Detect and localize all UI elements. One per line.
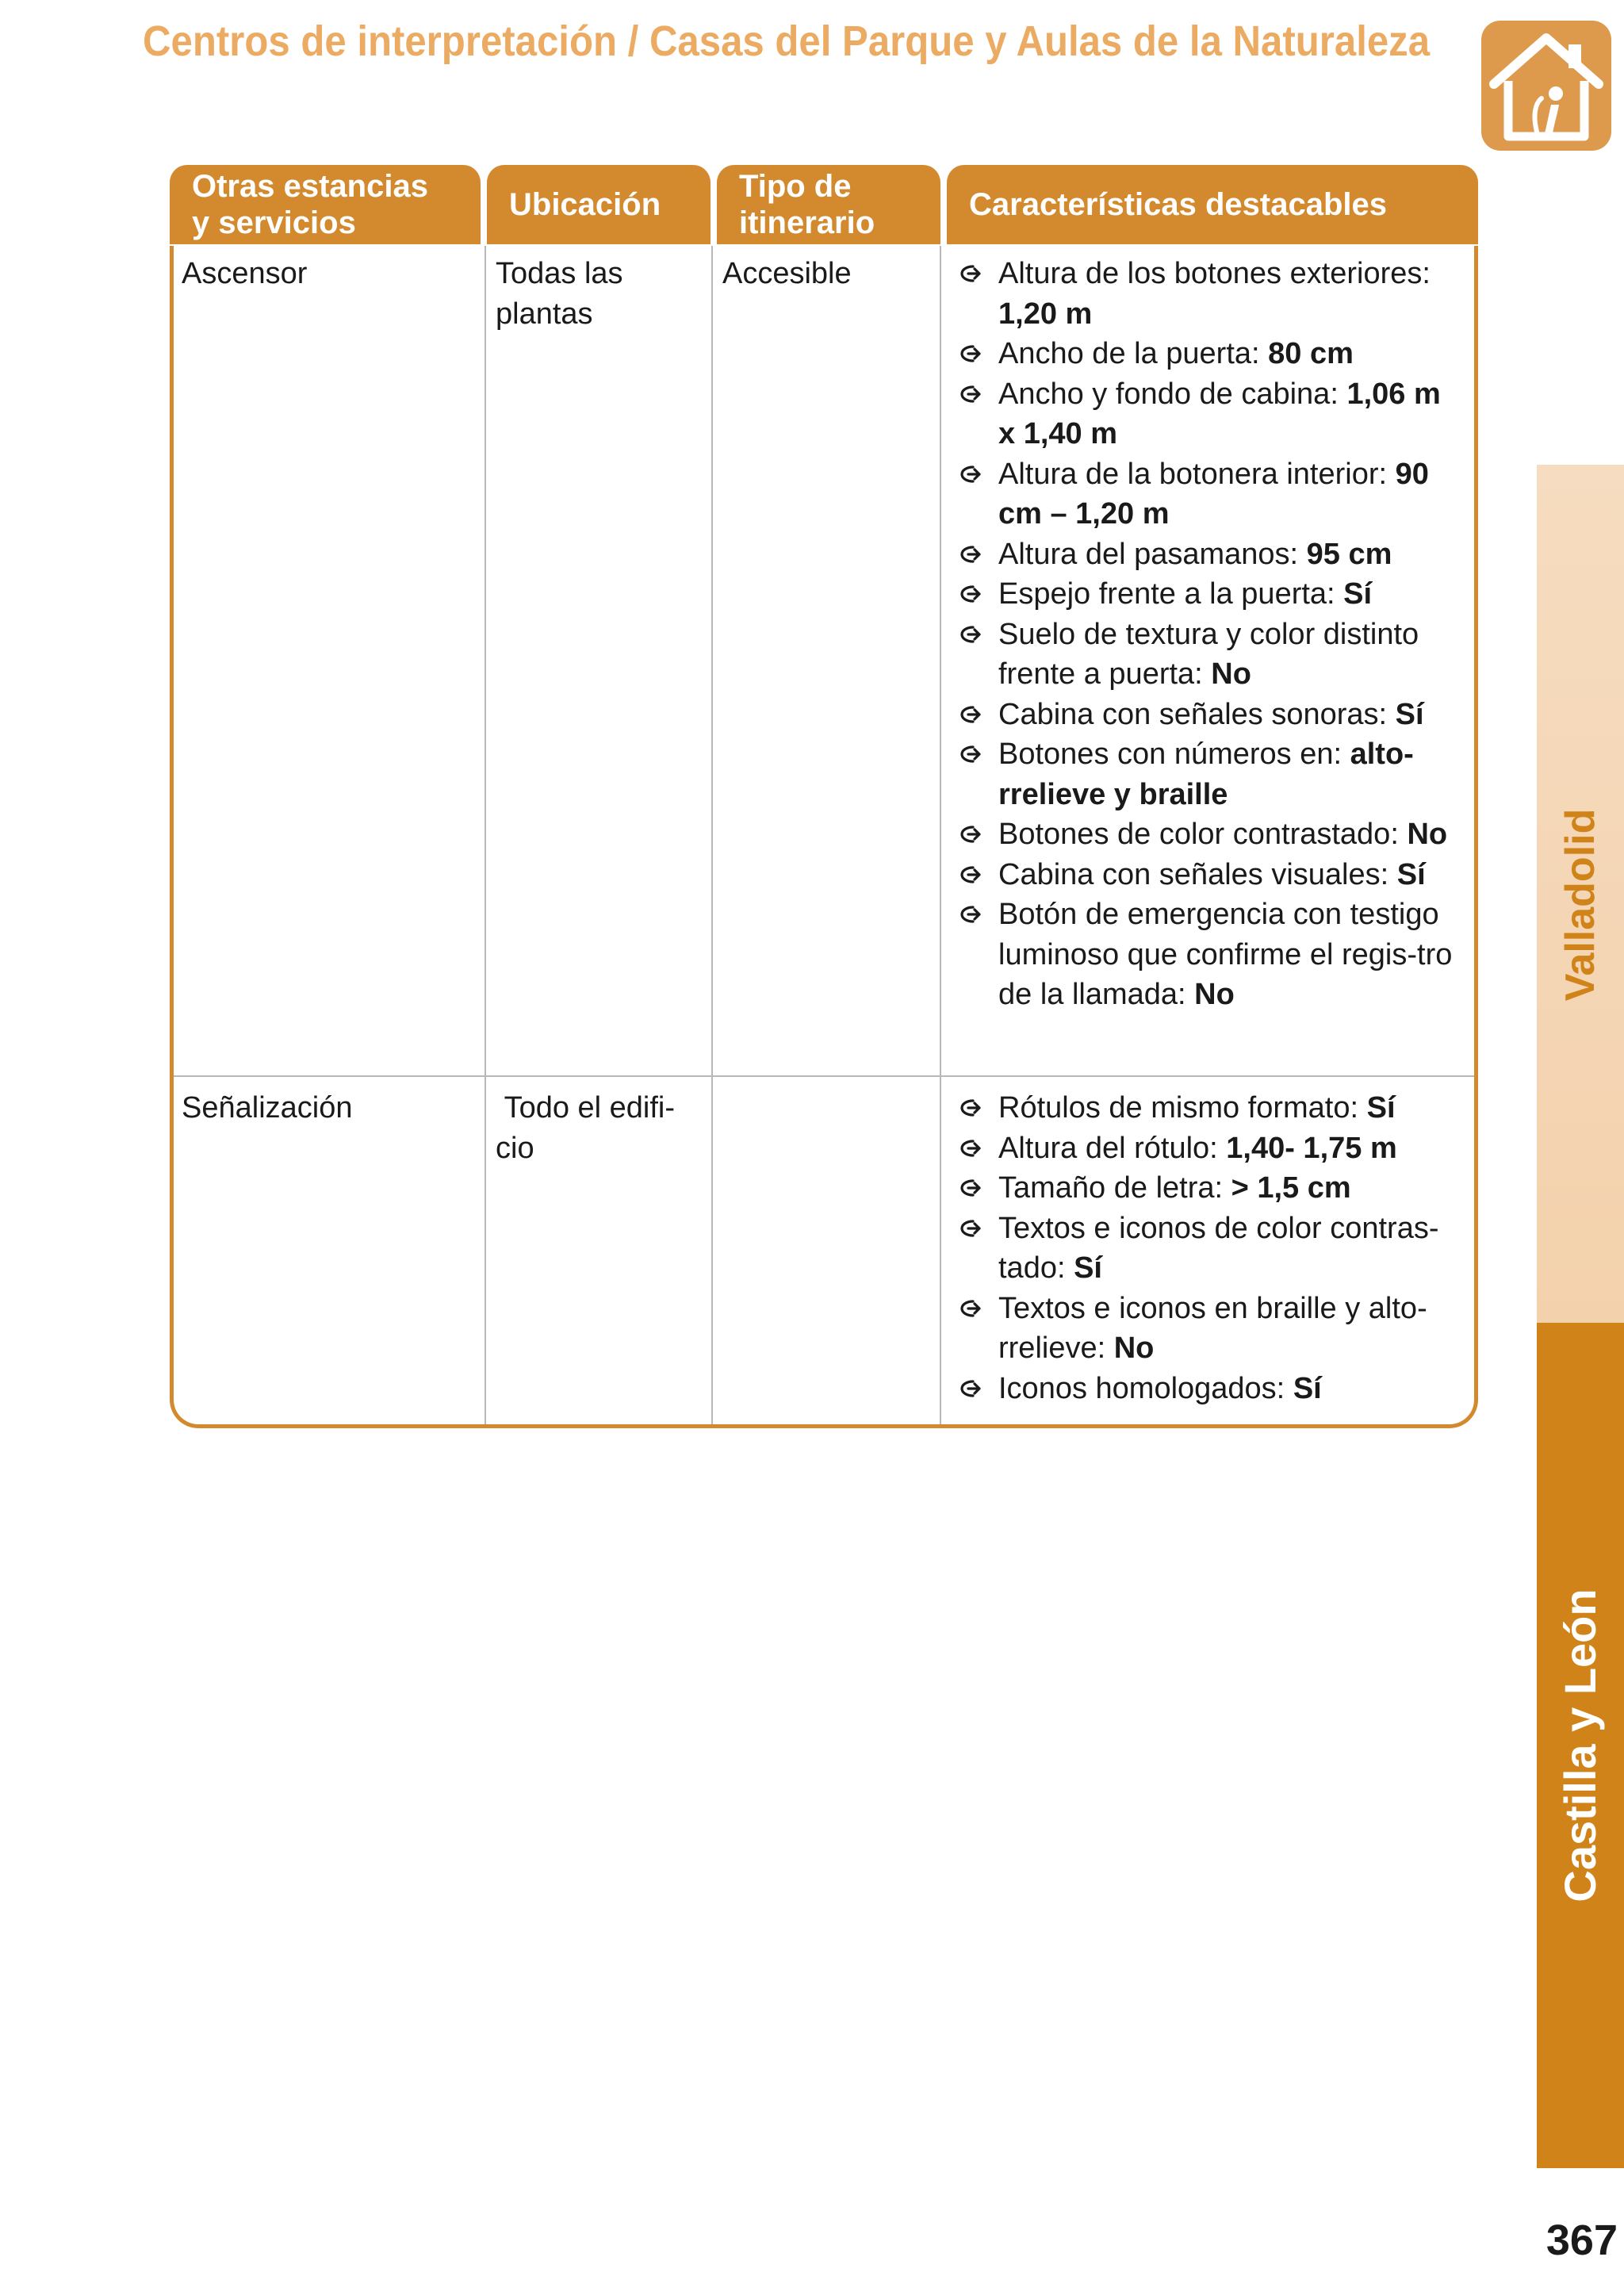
feature-item [956, 814, 1463, 855]
feature-item [956, 1289, 1463, 1369]
feature-value: 95 cm [1306, 537, 1392, 571]
column-header-caracteristicas: Características destacables [947, 165, 1478, 244]
feature-value: Sí [1074, 1251, 1102, 1285]
feature-item [956, 1209, 1463, 1289]
arrow-bullet-icon [959, 1378, 982, 1399]
feature-item [956, 695, 1463, 735]
arrow-bullet-icon [959, 1178, 982, 1198]
feature-value: No [1211, 657, 1251, 691]
feature-item [956, 535, 1463, 575]
feature-item [956, 615, 1463, 695]
feature-item [956, 1088, 1463, 1128]
feature-label: Botón de emergencia con testigo luminoso que confirme el regis-tro de la llamada: [998, 898, 1453, 1011]
arrow-bullet-icon [959, 584, 982, 604]
feature-item [956, 454, 1463, 535]
feature-value: No [1113, 1331, 1155, 1365]
page-number: 367 [1545, 2217, 1618, 2264]
cell-features [956, 1088, 1463, 1408]
feature-item [956, 895, 1463, 1015]
feature-label: Botones de color contrastado: [998, 818, 1408, 851]
accessibility-table [170, 165, 1478, 1428]
feature-item [956, 254, 1463, 334]
arrow-bullet-icon [959, 1098, 982, 1118]
feature-label: Altura de los botones exteriores: [998, 257, 1431, 290]
column-header-ubicacion: Ubicación [487, 165, 710, 244]
column-header-estancias: Otras estancias y servicios [170, 165, 481, 244]
table-body [170, 246, 1478, 1428]
feature-value: alto-rrelieve y braille [998, 738, 1414, 811]
column-divider [940, 246, 941, 1424]
arrow-bullet-icon [959, 384, 982, 404]
house-info-icon [1478, 17, 1614, 154]
column-header-tipo: Tipo de itinerario [717, 165, 940, 244]
arrow-bullet-icon [959, 464, 982, 485]
feature-label: Rótulos de mismo formato: [998, 1091, 1367, 1125]
column-divider [711, 246, 713, 1424]
sidebar-province-label: Valladolid [1557, 808, 1603, 1002]
arrow-bullet-icon [959, 824, 982, 845]
row-divider [174, 1075, 1474, 1077]
cell-features [956, 254, 1463, 1015]
page-title: Centros de interpretación / Casas del Parque y Aulas de la Naturaleza [143, 17, 1431, 65]
feature-value: Sí [1293, 1371, 1322, 1405]
feature-label: Suelo de textura y color distinto frente a puerta: [998, 617, 1419, 691]
feature-item [956, 334, 1463, 374]
arrow-bullet-icon [959, 624, 982, 645]
feature-label: Cabina con señales visuales: [998, 857, 1397, 891]
feature-label: Ancho y fondo de cabina: [998, 377, 1347, 411]
arrow-bullet-icon [959, 263, 982, 284]
cell-estancia: Señalización [182, 1091, 353, 1125]
feature-label: Altura de la botonera interior: [998, 457, 1396, 491]
cell-estancia: Ascensor [182, 257, 308, 290]
feature-value: 80 cm [1268, 337, 1354, 370]
feature-value: 1,06 m x 1,40 m [998, 377, 1441, 450]
cell-ubicacion: Todas las plantas [496, 257, 623, 331]
feature-label: Espejo frente a la puerta: [998, 577, 1344, 611]
feature-label: Botones con números en: [998, 738, 1350, 771]
feature-value: 90 cm – 1,20 m [998, 457, 1429, 531]
cell-tipo: Accesible [722, 257, 852, 290]
arrow-bullet-icon [959, 343, 982, 364]
feature-value: Sí [1343, 577, 1373, 611]
arrow-bullet-icon [959, 544, 982, 565]
feature-value: 1,20 m [998, 297, 1093, 331]
arrow-bullet-icon [959, 1218, 982, 1239]
arrow-bullet-icon [959, 904, 982, 925]
feature-value: Sí [1366, 1091, 1396, 1125]
feature-value: 1,40- 1,75 m [1226, 1131, 1397, 1165]
feature-list [956, 254, 1463, 1015]
feature-label: Altura del pasamanos: [998, 537, 1307, 571]
feature-item [956, 734, 1463, 814]
feature-label: Cabina con señales sonoras: [998, 697, 1396, 731]
arrow-bullet-icon [959, 1298, 982, 1319]
arrow-bullet-icon [959, 704, 982, 725]
feature-value: No [1194, 978, 1235, 1011]
arrow-bullet-icon [959, 864, 982, 885]
feature-item [956, 855, 1463, 895]
feature-value: No [1407, 818, 1448, 851]
feature-label: Ancho de la puerta: [998, 337, 1269, 370]
feature-label: Iconos homologados: [998, 1371, 1293, 1405]
feature-item [956, 374, 1463, 454]
sidebar-region-label: Castilla y León [1555, 1588, 1605, 1902]
feature-value: Sí [1395, 697, 1424, 731]
feature-label: Altura del rótulo: [998, 1131, 1227, 1165]
feature-label: Textos e iconos en braille y alto-rrelieve: [998, 1291, 1427, 1365]
arrow-bullet-icon [959, 744, 982, 764]
feature-item [956, 1168, 1463, 1209]
feature-item [956, 1369, 1463, 1409]
feature-item [956, 574, 1463, 615]
feature-label: Tamaño de letra: [998, 1171, 1231, 1205]
arrow-bullet-icon [959, 1138, 982, 1159]
feature-list [956, 1088, 1463, 1408]
feature-label: Textos e iconos de color contras-tado: [998, 1211, 1439, 1285]
cell-ubicacion: Todo el edifi- cio [496, 1091, 676, 1165]
feature-value: > 1,5 cm [1231, 1171, 1351, 1205]
feature-item [956, 1128, 1463, 1169]
column-divider [485, 246, 486, 1424]
feature-value: Sí [1396, 857, 1426, 891]
